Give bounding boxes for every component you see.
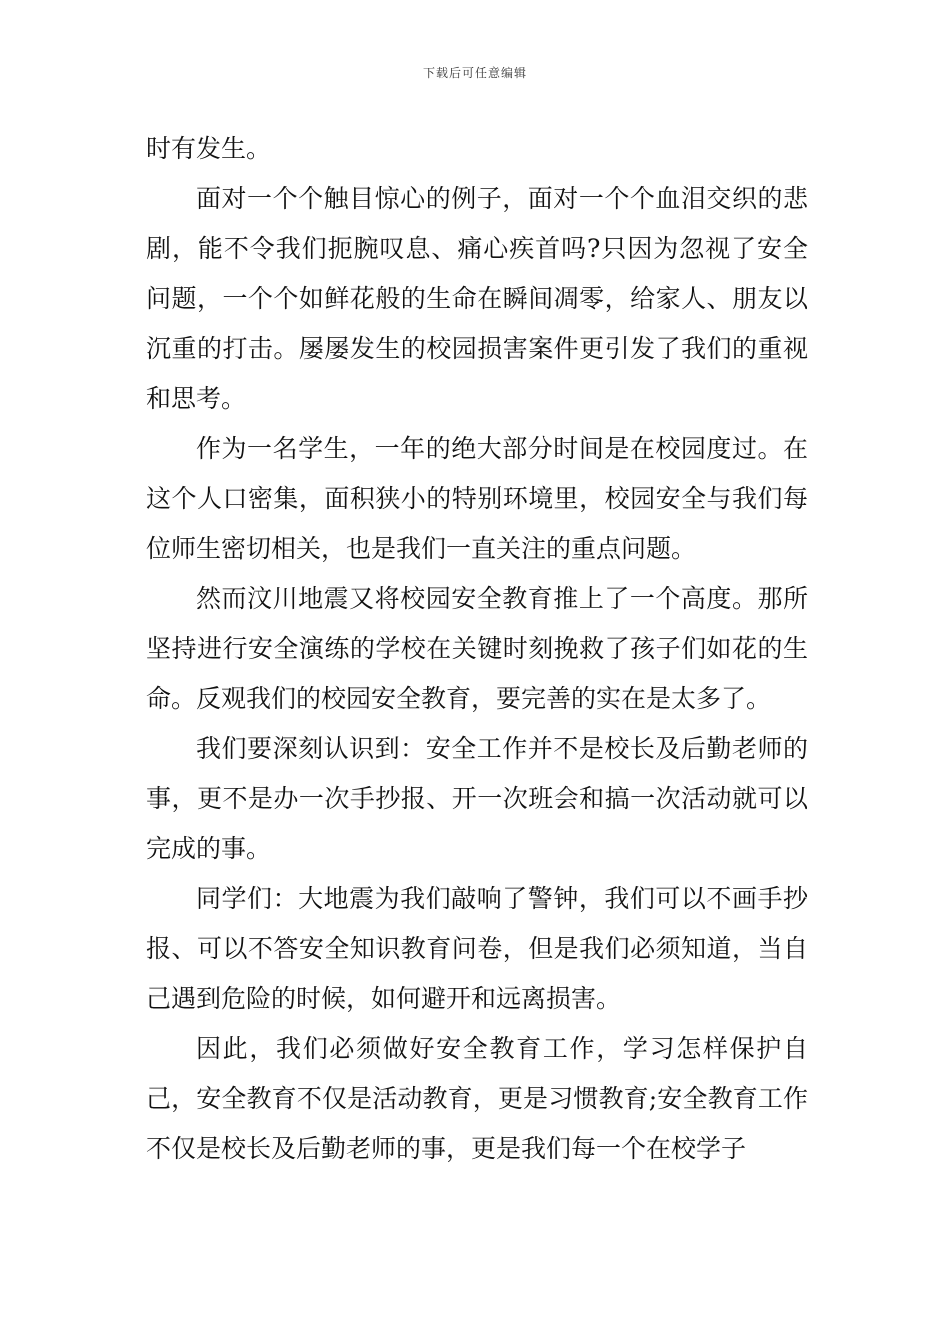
paragraph: 我们要深刻认识到：安全工作并不是校长及后勤老师的事，更不是办一次手抄报、开一次班会和搞一次活动就可以完成的事。 <box>146 734 808 863</box>
page-header: 下载后可任意编辑 <box>422 66 527 80</box>
paragraph: 作为一名学生，一年的绝大部分时间是在校园度过。在这个人口密集，面积狭小的特别环境里，校园安全与我们每位师生密切相关，也是我们一直关注的重点问题。 <box>146 434 808 563</box>
paragraph: 同学们：大地震为我们敲响了警钟，我们可以不画手抄报、可以不答安全知识教育问卷，但是我们必须知道，当自己遇到危险的时候，如何避开和远离损害。 <box>146 884 808 1013</box>
paragraph: 然而汶川地震又将校园安全教育推上了一个高度。那所坚持进行安全演练的学校在关键时刻挽救了孩子们如花的生命。反观我们的校园安全教育，要完善的实在是太多了。 <box>146 584 808 713</box>
paragraph-continuation: 时有发生。 <box>146 134 272 163</box>
document-body <box>146 124 808 1174</box>
paragraph: 面对一个个触目惊心的例子，面对一个个血泪交织的悲剧，能不令我们扼腕叹息、痛心疾首吗?只因为忽视了安全问题，一个个如鲜花般的生命在瞬间凋零，给家人、朋友以沉重的打击。屡屡发生的校园损害案件更引发了我们的重视和思考。 <box>146 184 808 413</box>
paragraph: 因此，我们必须做好安全教育工作，学习怎样保护自己，安全教育不仅是活动教育，更是习惯教育;安全教育工作不仅是校长及后勤老师的事，更是我们每一个在校学子 <box>146 1034 808 1163</box>
